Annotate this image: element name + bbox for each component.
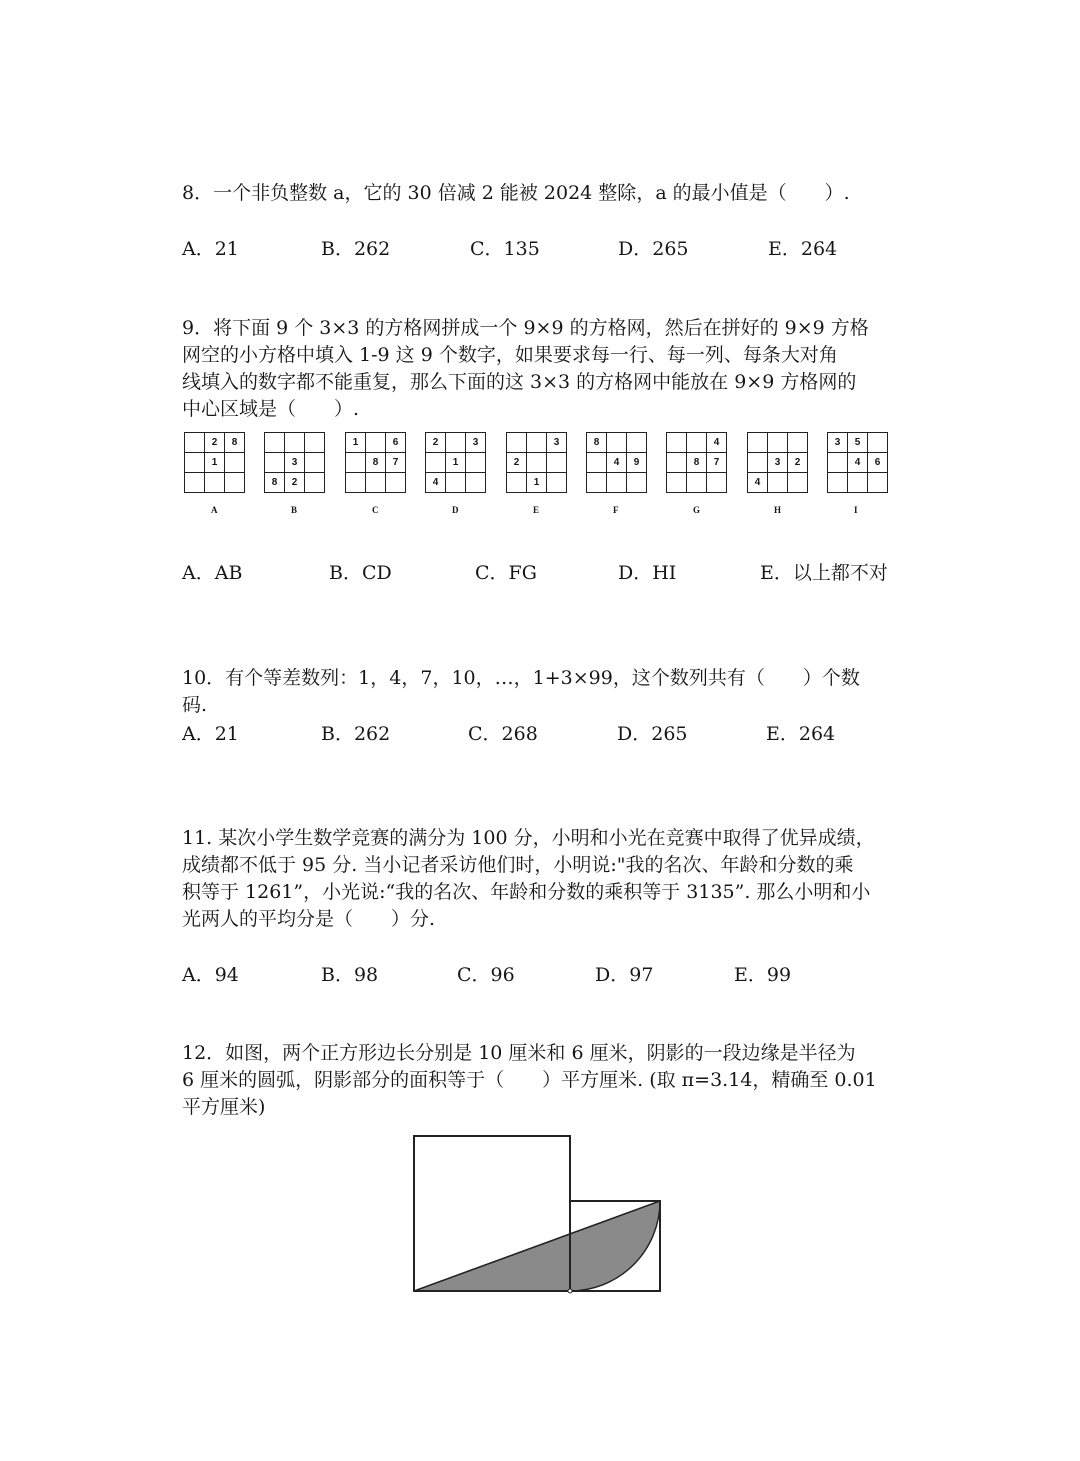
q11-option-c[interactable]: C．96	[457, 964, 515, 986]
grid-cell: 2	[507, 453, 527, 473]
grid-cell	[507, 433, 527, 453]
grid-f	[586, 432, 647, 493]
q10-option-c[interactable]: C．268	[468, 723, 538, 745]
grid-cell: 8	[225, 433, 245, 453]
grid-cell	[346, 453, 366, 473]
grid-label: G	[693, 505, 701, 515]
grid-cell: 8	[687, 453, 707, 473]
grid-cell	[667, 453, 687, 473]
question-9-options	[182, 558, 922, 586]
grid-cell	[225, 473, 245, 493]
q9-option-c[interactable]: C．FG	[475, 562, 537, 584]
q11-option-d[interactable]: D．97	[595, 964, 654, 986]
grid-cell: 4	[607, 453, 627, 473]
grid-cell	[305, 473, 325, 493]
q10-option-b[interactable]: B．262	[321, 723, 391, 745]
grid-g	[666, 432, 727, 493]
grid-cell: 7	[707, 453, 727, 473]
grid-label: H	[774, 505, 782, 515]
grid-cell	[748, 433, 768, 453]
grid-cell: 5	[848, 433, 868, 453]
grid-label: I	[854, 505, 858, 515]
grid-cell: 3	[466, 433, 486, 453]
grid-cell: 4	[848, 453, 868, 473]
grid-cell	[547, 453, 567, 473]
grid-cell	[185, 453, 205, 473]
grid-cell	[828, 453, 848, 473]
q11-option-e[interactable]: E．99	[734, 964, 792, 986]
grid-cell: 2	[426, 433, 446, 453]
question-11	[182, 825, 902, 933]
grid-cell	[466, 453, 486, 473]
grid-cell: 1	[205, 453, 225, 473]
grid-cell	[507, 473, 527, 493]
question-9-line-2: 网空的小方格中填入 1-9 这 9 个数字，如果要求每一行、每一列、每条大对角	[182, 344, 838, 366]
grid-label: D	[452, 505, 459, 515]
grid-cell: 3	[547, 433, 567, 453]
grid-cell	[868, 473, 888, 493]
grid-cell	[366, 433, 386, 453]
question-8-options	[182, 234, 922, 262]
grid-cell	[185, 433, 205, 453]
question-12-line-2: 6 厘米的圆弧，阴影部分的面积等于（ ）平方厘米. (取 π=3.14，精确至 0.01	[182, 1069, 877, 1091]
question-9	[182, 315, 902, 423]
grid-cell	[768, 433, 788, 453]
grid-cell	[607, 473, 627, 493]
grid-c	[345, 432, 406, 493]
grid-e	[506, 432, 567, 493]
grid-cell: 2	[788, 453, 808, 473]
grid-h	[747, 432, 808, 493]
squares-figure	[410, 1133, 670, 1298]
grid-cell: 6	[386, 433, 406, 453]
grid-cell: 8	[366, 453, 386, 473]
grid-cell	[205, 473, 225, 493]
q8-option-e[interactable]: E．264	[768, 238, 838, 260]
grid-cell: 1	[446, 453, 466, 473]
grid-cell	[446, 433, 466, 453]
grid-cell: 1	[527, 473, 547, 493]
grid-cell: 4	[426, 473, 446, 493]
grid-cell: 3	[768, 453, 788, 473]
question-8	[182, 180, 902, 207]
q9-option-e[interactable]: E．以上都不对	[760, 562, 888, 584]
grid-cell	[265, 453, 285, 473]
grid-cell	[707, 473, 727, 493]
question-12-line-1: 12．如图，两个正方形边长分别是 10 厘米和 6 厘米，阴影的一段边缘是半径为	[182, 1042, 856, 1064]
q9-option-d[interactable]: D．HI	[618, 562, 677, 584]
grid-cell: 7	[386, 453, 406, 473]
grid-cell	[346, 473, 366, 493]
grid-a	[184, 432, 245, 493]
question-11-line-2: 成绩都不低于 95 分. 当小记者采访他们时，小明说:"我的名次、年龄和分数的乘	[182, 854, 854, 876]
question-12-line-3: 平方厘米)	[182, 1096, 266, 1118]
question-11-options	[182, 960, 922, 988]
grid-cell	[185, 473, 205, 493]
grid-cell	[627, 473, 647, 493]
grid-cell	[547, 473, 567, 493]
grid-cell: 6	[868, 453, 888, 473]
q8-option-b[interactable]: B．262	[321, 238, 391, 260]
arc-center-point	[568, 1289, 572, 1293]
grid-cell	[527, 453, 547, 473]
grid-cell	[527, 433, 547, 453]
grid-cell	[868, 433, 888, 453]
question-11-line-3: 积等于 1261”，小光说:“我的名次、年龄和分数的乘积等于 3135”. 那么小明和小	[182, 881, 871, 903]
grid-cell: 2	[285, 473, 305, 493]
grid-cell	[426, 453, 446, 473]
question-10-line-1: 10．有个等差数列：1，4，7，10，…，1+3×99，这个数列共有（ ）个数	[182, 667, 860, 689]
grid-cell	[788, 433, 808, 453]
question-12	[182, 1040, 902, 1121]
q8-option-d[interactable]: D．265	[618, 238, 689, 260]
question-11-line-4: 光两人的平均分是（ ）分.	[182, 908, 436, 930]
grid-cell	[265, 433, 285, 453]
grid-i	[827, 432, 888, 493]
grid-cell	[366, 473, 386, 493]
question-8-text: 8．一个非负整数 a，它的 30 倍减 2 能被 2024 整除，a 的最小值是（ ）.	[182, 182, 850, 204]
question-9-line-3: 线填入的数字都不能重复，那么下面的这 3×3 的方格网中能放在 9×9 方格网的	[182, 371, 857, 393]
q10-option-d[interactable]: D．265	[617, 723, 688, 745]
q8-option-a[interactable]: A．21	[182, 238, 239, 260]
q9-option-b[interactable]: B．CD	[329, 562, 392, 584]
question-10-line-2: 码.	[182, 694, 208, 716]
grid-cell	[386, 473, 406, 493]
grid-label: E	[533, 505, 540, 515]
grid-cell: 1	[346, 433, 366, 453]
q11-option-a[interactable]: A．94	[182, 964, 239, 986]
grid-cell	[225, 453, 245, 473]
grid-cell	[587, 453, 607, 473]
grid-cell	[687, 433, 707, 453]
grid-cell	[607, 433, 627, 453]
grid-cell	[285, 433, 305, 453]
grid-label: F	[613, 505, 619, 515]
q10-option-a[interactable]: A．21	[182, 723, 239, 745]
grid-cell	[587, 473, 607, 493]
q10-option-e[interactable]: E．264	[766, 723, 836, 745]
grid-label: B	[291, 505, 298, 515]
question-10-options	[182, 719, 922, 747]
question-9-line-1: 9．将下面 9 个 3×3 的方格网拼成一个 9×9 的方格网，然后在拼好的 9×9 方格	[182, 317, 869, 339]
grid-cell	[446, 473, 466, 493]
grid-cell: 8	[265, 473, 285, 493]
grid-cell: 4	[748, 473, 768, 493]
question-9-line-4: 中心区域是（ ）.	[182, 398, 360, 420]
grid-cell: 2	[205, 433, 225, 453]
grid-label: A	[211, 505, 218, 515]
question-11-line-1: 11. 某次小学生数学竞赛的满分为 100 分，小明和小光在竞赛中取得了优异成绩，	[182, 827, 875, 849]
grid-cell	[466, 473, 486, 493]
grid-cell: 9	[627, 453, 647, 473]
grid-cell	[627, 433, 647, 453]
grid-cell	[768, 473, 788, 493]
grid-cell: 3	[285, 453, 305, 473]
grid-cell	[788, 473, 808, 493]
grid-cell: 4	[707, 433, 727, 453]
q8-option-c[interactable]: C．135	[470, 238, 540, 260]
grid-cell	[667, 433, 687, 453]
grid-cell	[848, 473, 868, 493]
grid-b	[264, 432, 325, 493]
grid-cell	[305, 433, 325, 453]
question-10	[182, 665, 902, 719]
grid-cell	[667, 473, 687, 493]
grid-cell	[305, 453, 325, 473]
grid-cell: 8	[587, 433, 607, 453]
q11-option-b[interactable]: B．98	[321, 964, 379, 986]
q9-option-a[interactable]: A．AB	[182, 562, 243, 584]
grid-cell	[748, 453, 768, 473]
grid-cell	[687, 473, 707, 493]
grid-cell	[828, 473, 848, 493]
grid-d	[425, 432, 486, 493]
grid-cell: 3	[828, 433, 848, 453]
grid-label: C	[372, 505, 379, 515]
